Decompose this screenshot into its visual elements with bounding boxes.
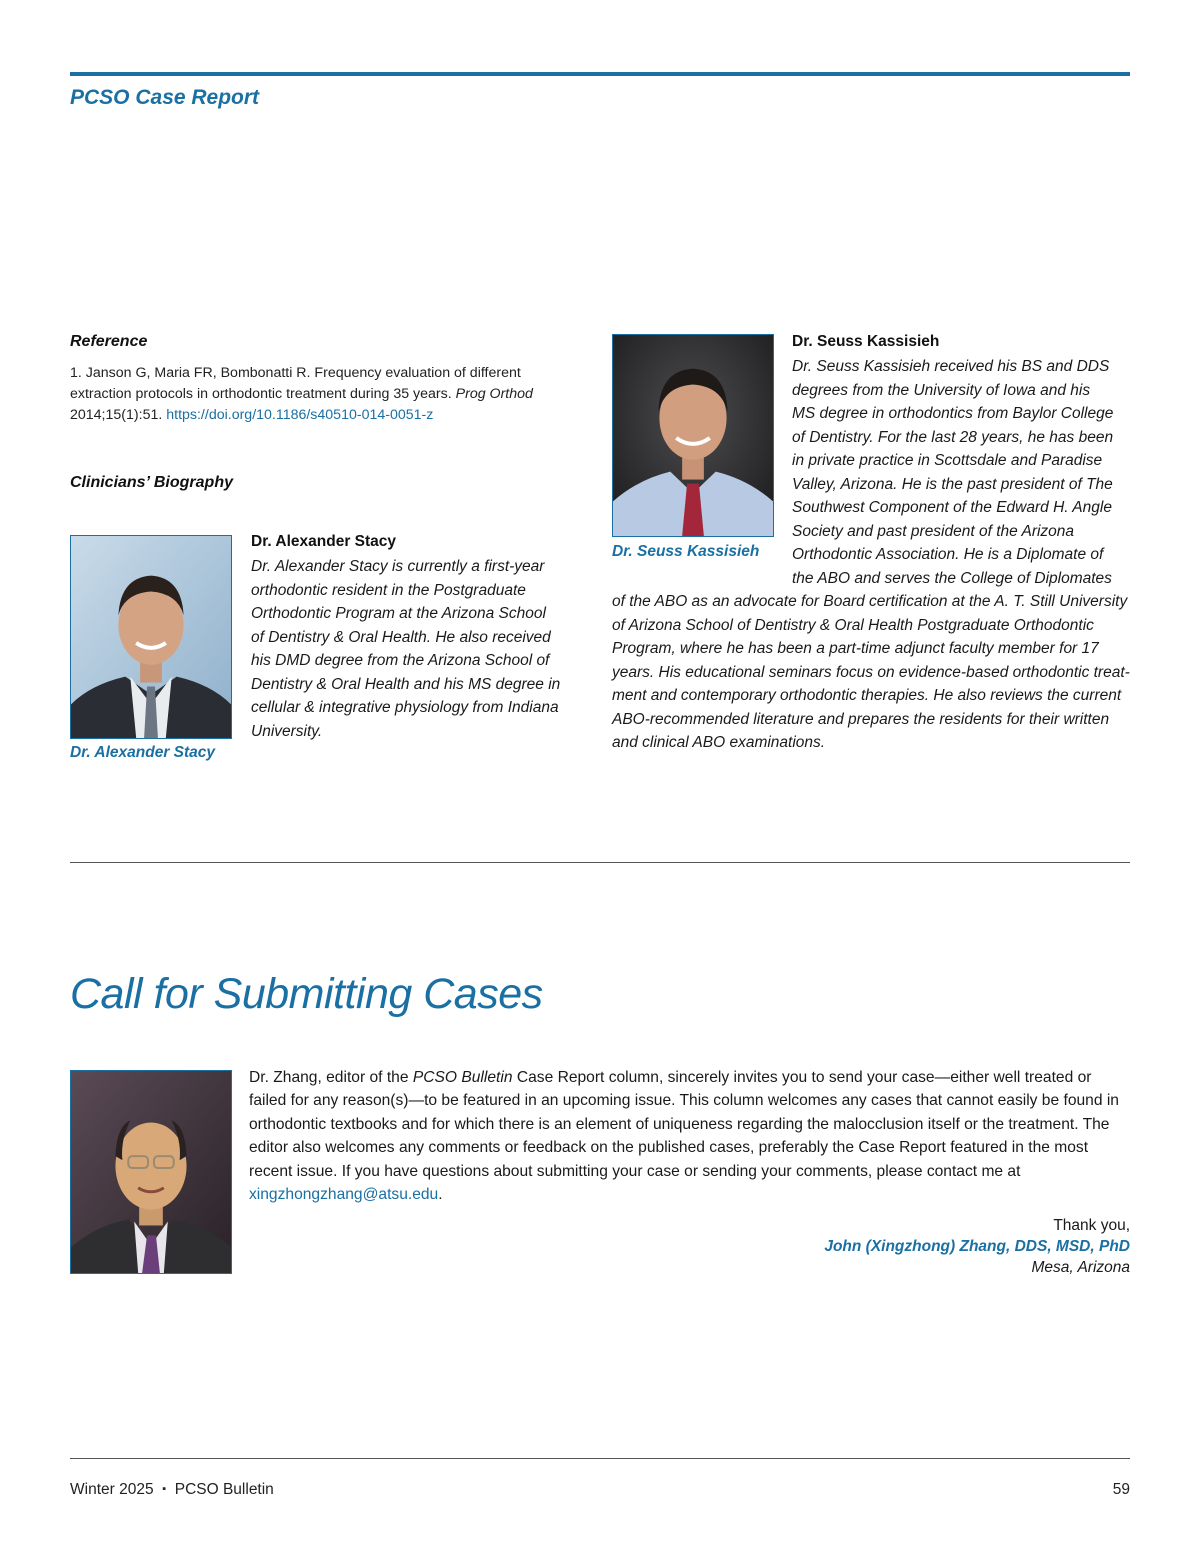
section-divider — [70, 862, 1130, 863]
call-title: Call for Submitting Cases — [70, 970, 543, 1018]
kassisieh-bio-bottom: of the ABO as an advocate for Board certification at the A. T. Still University of Arizona School of Dentistry & Oral Health Postgraduate Orthodontic Program, where he has been a part-time adjunct faculty member for 17 years. His educational seminars focus on evidence-based orthodontic treat- ment and contemporary orthodontic therapies. He also reviews the current ABO-recommended literature and prepares the residents for their written and clinical ABO examinations. — [612, 593, 1130, 751]
signature-name: John (Xingzhong) Zhang, DDS, MSD, PhD — [824, 1238, 1130, 1255]
biography-heading: Clinicians’ Biography — [70, 474, 233, 491]
journal-name: Prog Orthod — [455, 386, 533, 402]
reference-heading: Reference — [70, 333, 148, 350]
page-number: 59 — [1112, 1481, 1130, 1498]
zhang-photo — [70, 1070, 232, 1274]
kassisieh-caption: Dr. Seuss Kassisieh — [612, 543, 760, 560]
kassisieh-photo — [612, 334, 774, 537]
signature-location: Mesa, Arizona — [1031, 1259, 1130, 1276]
thanks-text: Thank you, — [1053, 1217, 1130, 1234]
footer-issue: Winter 2025 — [70, 1481, 154, 1498]
kassisieh-bio-top: Dr. Seuss Kassisieh received his BS and DDS degrees from the University of Iowa and his MS degree in orthodontics from Baylor College of Dentistry. For the last 28 years, he has been in private practice in Scottsdale and Paradise Valley, Arizona. He is the past president of The Southwest Component of the Edward H. Angle Society and past president of the Arizona Orthodontic Association. He is a Diplomate of the ABO and serves the College of Diplomates — [792, 358, 1114, 587]
footer-rule — [70, 1458, 1130, 1459]
stacy-bio: Dr. Alexander Stacy is currently a first-year orthodontic resident in the Postgraduate Orthodontic Program at the Arizona School of Dentistry & Oral Health. He also received his DMD degree from the Arizona School of Dentistry & Oral Health and his MS degree in cellular & integrative physiology from Indiana University. — [251, 558, 561, 740]
header-rule — [70, 72, 1130, 76]
stacy-caption: Dr. Alexander Stacy — [70, 744, 216, 761]
stacy-photo — [70, 535, 232, 739]
editor-email-link[interactable]: xingzhongzhang@atsu.edu — [249, 1186, 439, 1204]
reference-citation: 1. Janson G, Maria FR, Bombonatti R. Frequency evaluation of different extraction protocols in orthodontic treatment during 35 years. Prog Orthod 2014;15(1):51. https://doi.org/10.1186/s40510-014-0051-z — [70, 365, 533, 423]
stacy-name: Dr. Alexander Stacy — [251, 533, 397, 550]
doi-link[interactable]: https://doi.org/10.1186/s40510-014-0051-z — [166, 407, 434, 423]
footer-separator: ▪ — [162, 1483, 167, 1495]
section-title: PCSO Case Report — [70, 86, 260, 109]
kassisieh-name: Dr. Seuss Kassisieh — [792, 333, 940, 350]
footer-publication: PCSO Bulletin — [174, 1481, 274, 1498]
footer-left — [70, 1481, 274, 1499]
bulletin-name: PCSO Bulletin — [412, 1069, 513, 1086]
call-body: Dr. Zhang, editor of the PCSO Bulletin Case Report column, sincerely invites you to send your case—either well treated or failed for any reason(s)—to be featured in an upcoming issue. This column welcomes any cases that cannot easily be found in orthodontic textbooks and for which there is an element of uniqueness regarding the malocclusion itself or the treatment. The editor also welcomes any comments or feedback on the published cases, preferably the Case Report featured in the most recent issue. If you have questions about submitting your case or sending your comments, please contact me at xingzhongzhang@atsu.edu. — [249, 1069, 1119, 1204]
